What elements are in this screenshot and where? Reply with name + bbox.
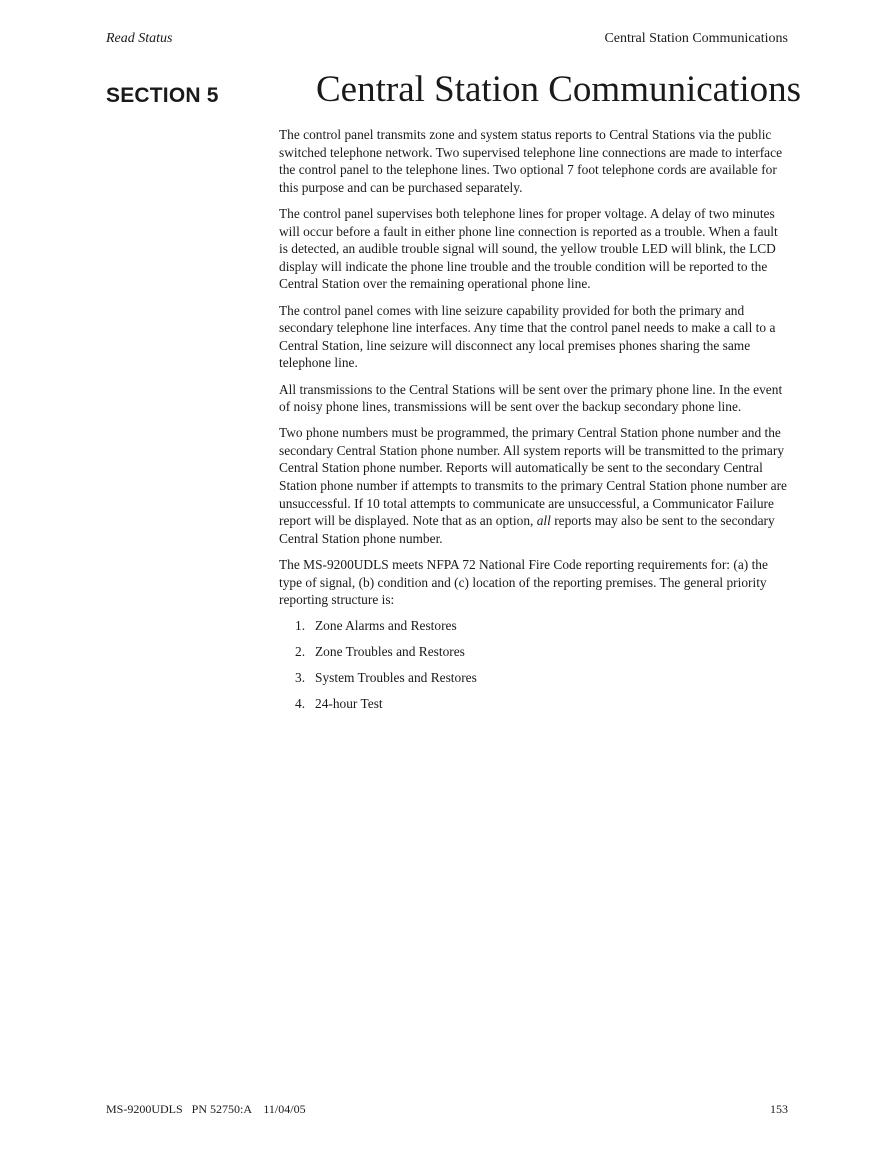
section-label: SECTION 5 <box>106 84 219 107</box>
list-item-number: 1. <box>295 618 306 634</box>
paragraph-6: The MS-9200UDLS meets NFPA 72 National Fire Code reporting requirements for: (a) the type of signal, (b) condition and (c) location of the reporting premises. The general priority reporting structure is: <box>279 557 768 608</box>
list-item-text: Zone Troubles and Restores <box>315 644 465 660</box>
paragraph-5-text-b: reports may also be sent to the secondary Central Station phone number. <box>279 513 775 546</box>
list-item-number: 2. <box>295 644 306 660</box>
paragraph-5-italic: all <box>536 513 551 529</box>
list-item <box>279 695 787 713</box>
list-item <box>279 643 787 661</box>
running-header-left: Read Status <box>106 31 173 46</box>
paragraph-2: The control panel supervises both telephone lines for proper voltage. A delay of two minutes will occur before a fault in either phone line connection is reported as a trouble. When a fault is detected, an audible trouble signal will sound, the yellow trouble LED will blink, the LCD display will indicate the phone line trouble and the trouble condition will be reported to the Central Station over the remaining operational phone line. <box>279 205 778 292</box>
list-item <box>279 617 787 635</box>
section-title: Central Station Communications <box>316 69 802 110</box>
paragraph-3: The control panel comes with line seizure capability provided for both the primary and secondary telephone line interfaces. Any time that the control panel needs to make a call to a Central Station, line seizure will disconnect any local premises phones sharing the same telephone line. <box>279 302 776 371</box>
body-text <box>279 126 787 721</box>
list-item-text: Zone Alarms and Restores <box>315 618 457 634</box>
paragraph-1: The control panel transmits zone and system status reports to Central Stations via the public switched telephone network. Two supervised telephone line connections are made to interface the control panel to the telephone lines. Two optional 7 foot telephone cords are available for this purpose and can be purchased separately. <box>279 127 783 195</box>
paragraph-5 <box>279 424 787 547</box>
footer-document-info: MS-9200UDLS PN 52750:A 11/04/05 <box>106 1102 306 1116</box>
list-item-number: 4. <box>295 696 306 712</box>
list-item-text: System Troubles and Restores <box>315 670 477 686</box>
priority-list <box>279 617 787 713</box>
list-item-number: 3. <box>295 670 306 686</box>
page-number: 153 <box>770 1102 788 1116</box>
running-header-right: Central Station Communications <box>604 31 788 46</box>
paragraph-5-text-a: Two phone numbers must be programmed, the primary Central Station phone number and the secondary Central Station phone number. All system reports will be transmitted to the primary Central Station phone number. Reports will automatically be sent to the secondary Central Station phone number if attempts to transmits to the primary Central Station phone number are unsuccessful. If 10 total attempts to communicate are unsuccessful, a Communicator Failure report will be displayed. Note that as an option, <box>279 425 787 529</box>
list-item-text: 24-hour Test <box>315 696 383 712</box>
list-item <box>279 669 787 687</box>
paragraph-4: All transmissions to the Central Stations will be sent over the primary phone line. In the event of noisy phone lines, transmissions will be sent over the backup secondary phone line. <box>279 381 783 415</box>
